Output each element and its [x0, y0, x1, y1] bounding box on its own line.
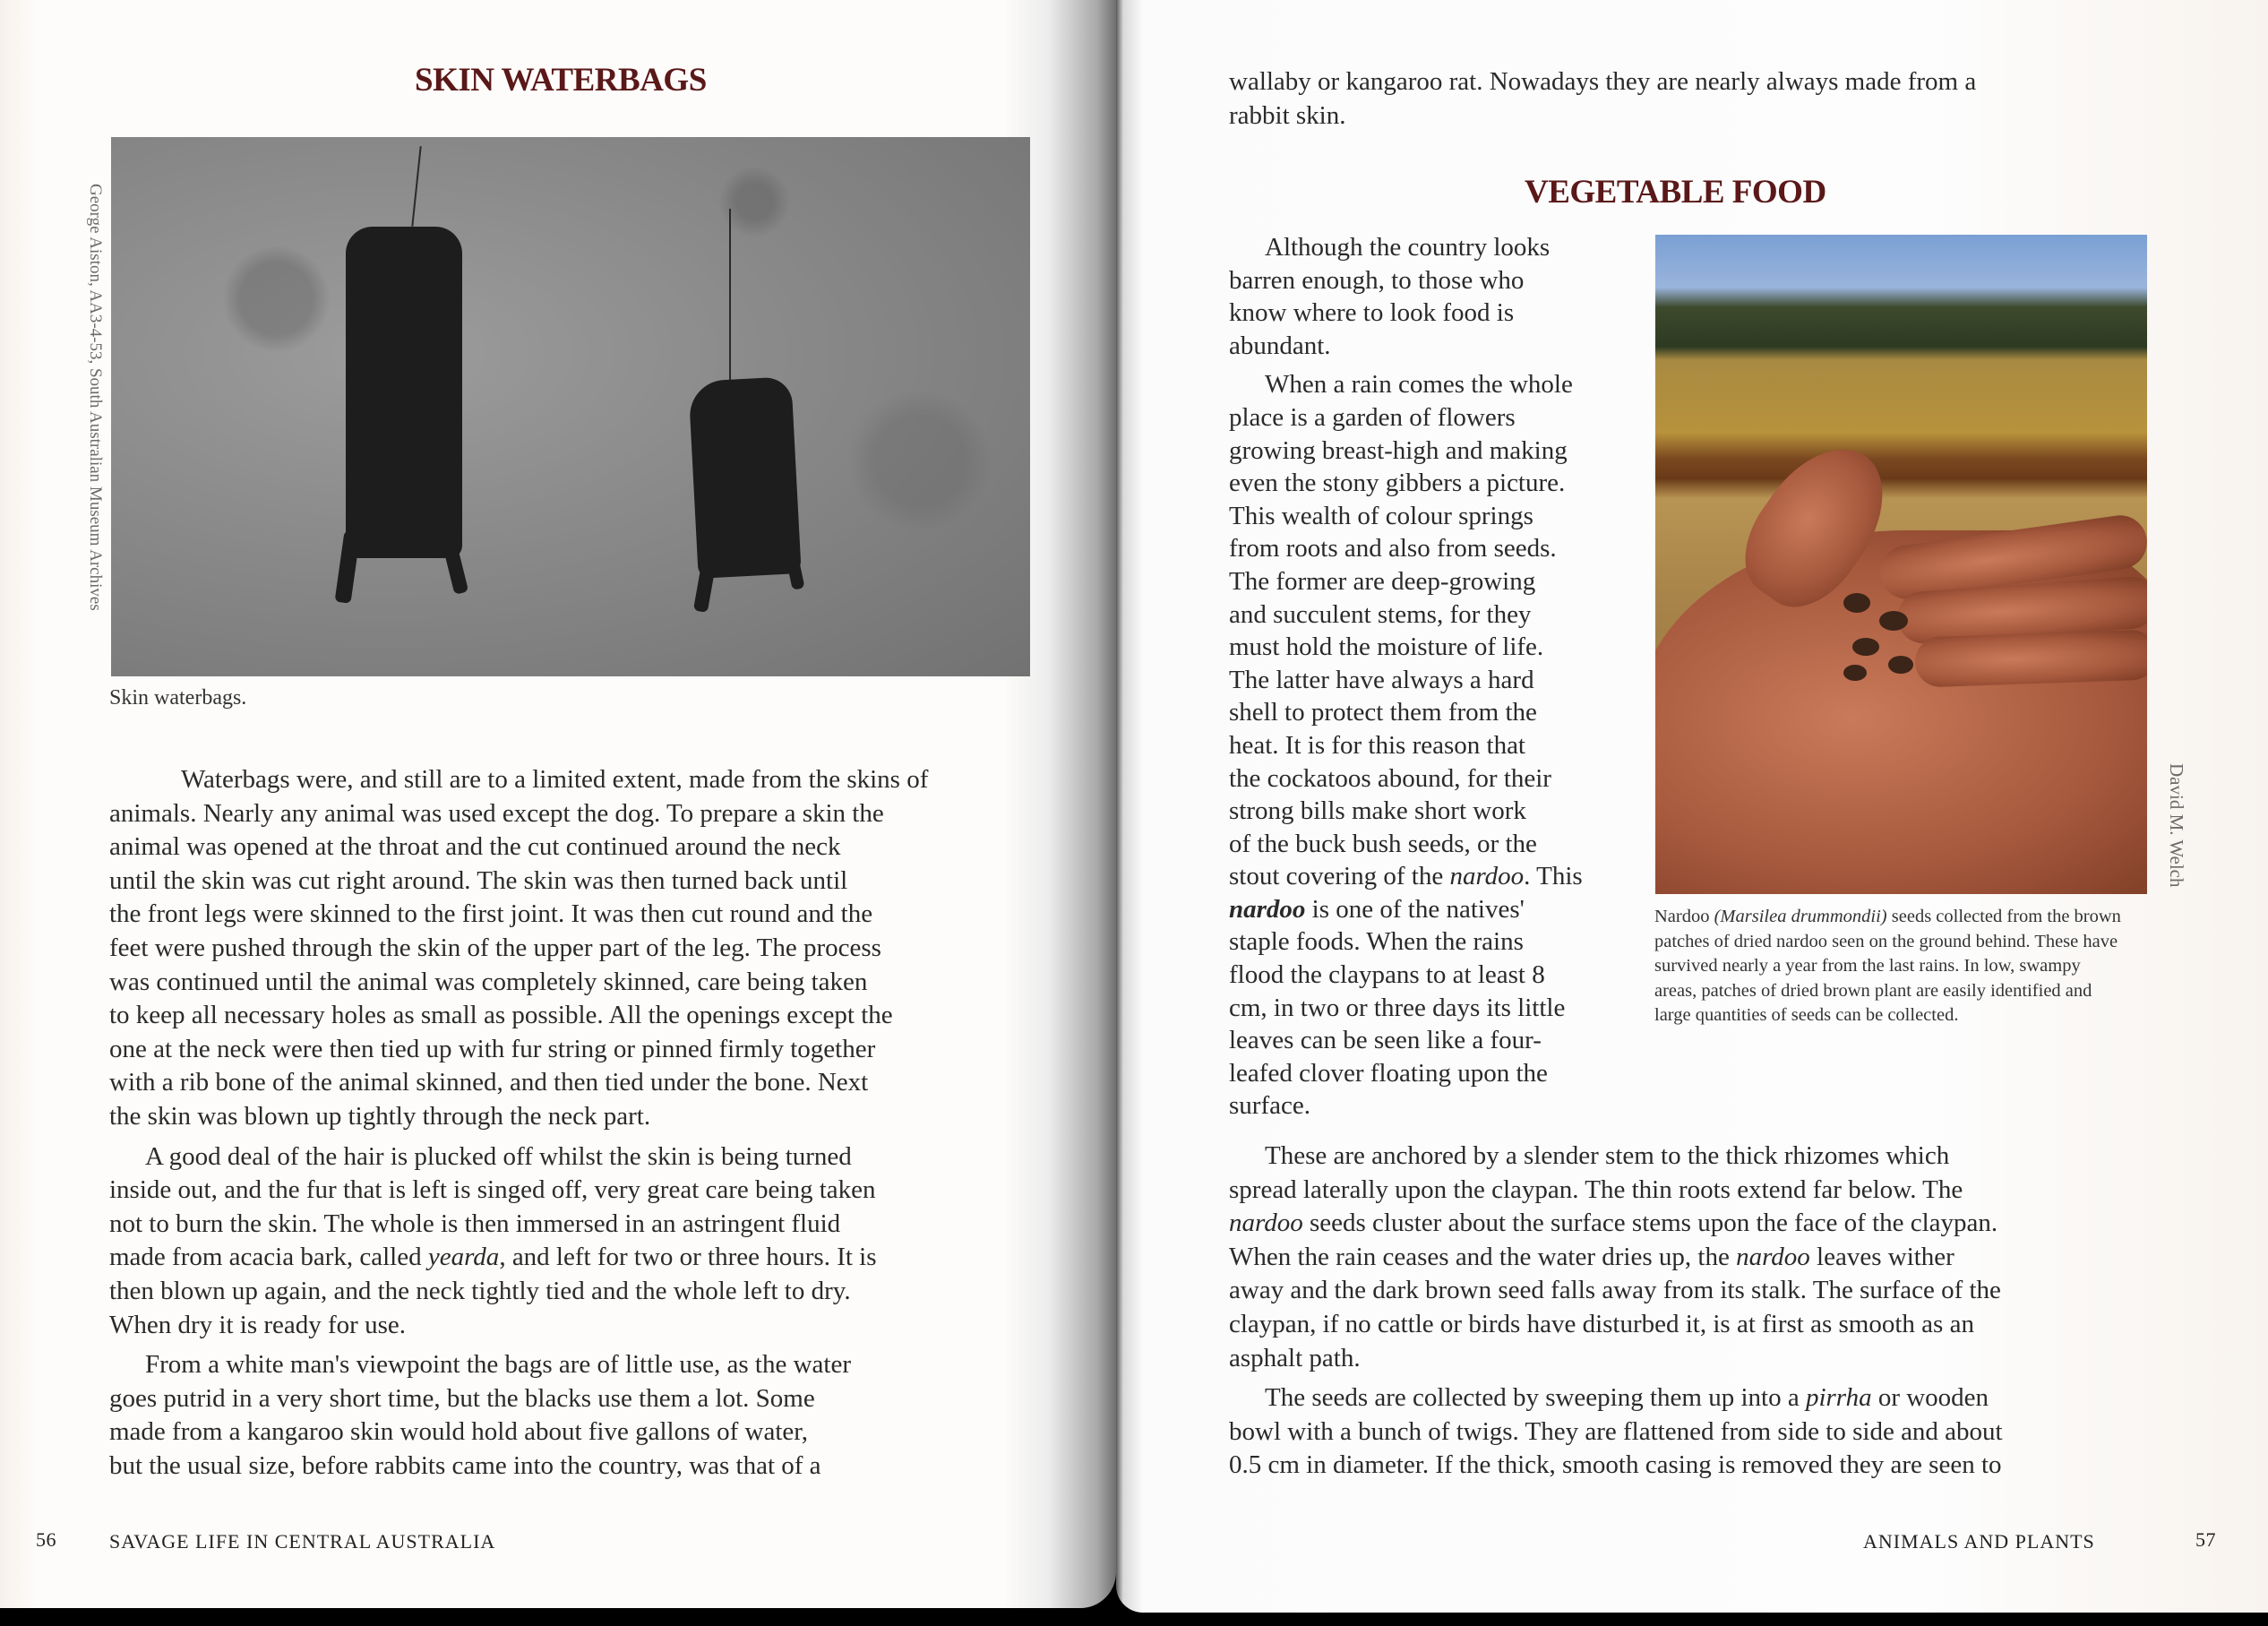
text-line: even the stony gibbers a picture. — [1229, 469, 1566, 498]
text-line — [109, 1241, 1032, 1275]
text-line: and succulent stems, for they — [1229, 599, 1532, 629]
nardoo-seed — [1843, 593, 1870, 613]
right-page — [1116, 0, 2268, 1613]
text-line: inside out, and the fur that is left is singed off, very great care being taken — [109, 1175, 876, 1205]
text-line: staple foods. When the rains — [1229, 927, 1524, 957]
running-title-right: ANIMALS AND PLANTS — [1863, 1530, 2095, 1553]
text-line: feet were pushed through the skin of the upper part of the leg. The process — [109, 933, 881, 962]
text-line: shell to protect them from the — [1229, 698, 1537, 727]
page-number-right: 57 — [2195, 1528, 2216, 1551]
text-run: stout covering of the — [1229, 862, 1450, 891]
text-line: barren enough, to those who — [1229, 265, 1525, 295]
text-line: heat. It is for this reason that — [1229, 730, 1525, 760]
text-line: place is a garden of flowers — [1229, 402, 1516, 432]
text-line: of the buck bush seeds, or the — [1229, 829, 1537, 858]
text-line: know where to look food is — [1229, 298, 1515, 328]
section-heading-vegetable-food: VEGETABLE FOOD — [1525, 174, 1826, 211]
skin-waterbags-photo — [111, 137, 1030, 676]
text-line — [1229, 893, 1650, 926]
text-line: the front legs were skinned to the first joint. It was then cut round and the — [109, 899, 873, 929]
text-line: Although the country looks — [1265, 233, 1551, 262]
text-run: made from acacia bark, called — [109, 1243, 428, 1272]
text-line: asphalt path. — [1229, 1343, 1361, 1372]
text-line: from roots and also from seeds. — [1229, 534, 1557, 564]
text-line: until the skin was cut right around. The skin was then turned back until — [109, 865, 848, 895]
photo-credit-aiston: George Aiston, AA3-4-53, South Australian Museum Archives — [86, 184, 105, 611]
text-line: The latter have always a hard — [1229, 665, 1534, 694]
text-line: abundant. — [1229, 331, 1331, 360]
text-line: leafed clover floating upon the — [1229, 1058, 1548, 1088]
paragraph — [109, 1348, 1032, 1483]
text-line: one at the neck were then tied up with fur string or pinned firmly together — [109, 1034, 876, 1063]
text-line: leaves can be seen like a four- — [1229, 1026, 1542, 1055]
term-nardoo: nardoo — [1736, 1242, 1810, 1271]
text-run: seeds cluster about the surface stems upon the face of the claypan. — [1302, 1209, 1998, 1238]
text-line: animal was opened at the throat and the cut continued around the neck — [109, 832, 841, 862]
text-line: rabbit skin. — [1229, 100, 1346, 130]
body-text-wide — [1229, 1140, 2223, 1483]
page-number-left: 56 — [36, 1528, 56, 1551]
text-line: These are anchored by a slender stem to the thick rhizomes which — [1265, 1141, 1950, 1170]
text-line: A good deal of the hair is plucked off whilst the skin is being turned — [145, 1141, 852, 1171]
body-text-left — [109, 763, 1032, 1483]
text-run: , and left for two or three hours. It is — [499, 1243, 877, 1272]
text-line: away and the dark brown seed falls away from its stalk. The surface of the — [1229, 1276, 2001, 1305]
text-line — [1229, 1207, 2223, 1241]
paragraph — [1229, 1140, 2223, 1375]
running-title-left: SAVAGE LIFE IN CENTRAL AUSTRALIA — [109, 1530, 496, 1553]
text-line: From a white man's viewpoint the bags are of little use, as the water — [145, 1350, 852, 1380]
text-run: The seeds are collected by sweeping them up into a — [1265, 1383, 1806, 1413]
text-run: is one of the natives' — [1305, 894, 1525, 924]
text-line — [1229, 1381, 2223, 1415]
photo-caption-nardoo — [1654, 905, 2125, 1028]
text-line: the cockatoos abound, for their — [1229, 763, 1551, 793]
text-line: to keep all necessary holes as small as possible. All the openings except the — [109, 1001, 893, 1030]
text-line: not to burn the skin. The whole is then immersed in an astringent fluid — [109, 1209, 841, 1238]
term-nardoo-bold: nardoo — [1229, 894, 1306, 924]
text-line: animals. Nearly any animal was used except the dog. To prepare a skin the — [109, 798, 884, 828]
nardoo-seeds-photo — [1655, 235, 2147, 894]
photo-caption-skin-waterbags: Skin waterbags. — [109, 686, 247, 710]
photo-credit-welch: David M. Welch — [2166, 763, 2187, 888]
text-line: flood the claypans to at least 8 — [1229, 960, 1545, 990]
text-line: spread laterally upon the claypan. The thin roots extend far below. The — [1229, 1174, 1963, 1204]
text-run: Nardoo — [1654, 907, 1714, 926]
text-line: This wealth of colour springs — [1229, 501, 1533, 530]
text-line — [1229, 860, 1650, 893]
text-line: growing breast-high and making — [1229, 435, 1568, 465]
text-line: claypan, if no cattle or birds have disturbed it, is at first as smooth as an — [1229, 1309, 1974, 1338]
paragraph — [1229, 1381, 2223, 1483]
text-line: wallaby or kangaroo rat. Nowadays they are nearly always made from a — [1229, 67, 1977, 96]
left-page — [0, 0, 1116, 1608]
text-line: was continued until the animal was completely skinned, care being taken — [109, 967, 868, 996]
text-run: seeds collected from the brown patches of dried nardoo seen on the ground behind. These have survived nearly a year from the last rains. In low, swampy areas, patches of dried brown plant are easily identified and large quantities of seeds can be collected. — [1654, 907, 2121, 1025]
species-name: (Marsilea drummondii) — [1714, 907, 1887, 926]
term-pirrha: pirrha — [1805, 1383, 1872, 1413]
text-line: strong bills make short work — [1229, 796, 1526, 826]
text-line: bowl with a bunch of twigs. They are flattened from side to side and about — [1229, 1416, 2003, 1446]
paragraph — [1229, 231, 1650, 362]
text-line: must hold the moisture of life. — [1229, 632, 1544, 662]
text-line — [1229, 1241, 2223, 1275]
term-yearda: yearda — [427, 1243, 500, 1272]
text-run: leaves wither — [1809, 1242, 1954, 1271]
text-line: surface. — [1229, 1091, 1310, 1121]
text-line: the skin was blown up tightly through the neck part. — [109, 1101, 651, 1131]
body-text-narrow — [1229, 231, 1650, 1123]
text-run: or wooden — [1871, 1383, 1989, 1413]
text-line: The former are deep-growing — [1229, 566, 1536, 596]
text-line: but the usual size, before rabbits came into the country, was that of a — [109, 1450, 821, 1480]
large-waterbag — [346, 227, 462, 558]
text-line: goes putrid in a very short time, but the blacks use them a lot. Some — [109, 1383, 815, 1413]
paragraph — [109, 1140, 1032, 1343]
text-line: Waterbags were, and still are to a limited extent, made from the skins of — [181, 765, 929, 794]
text-line: cm, in two or three days its little — [1229, 993, 1566, 1022]
paragraph — [109, 763, 1032, 1134]
term-nardoo: nardoo — [1449, 862, 1525, 891]
section-heading-skin-waterbags: SKIN WATERBAGS — [415, 62, 707, 99]
continuation-text — [1229, 65, 2214, 133]
text-line: then blown up again, and the neck tightly tied and the whole left to dry. — [109, 1276, 851, 1305]
text-line: When dry it is ready for use. — [109, 1310, 406, 1339]
text-run: . This — [1524, 862, 1583, 891]
text-line: made from a kangaroo skin would hold about five gallons of water, — [109, 1417, 809, 1447]
text-line: with a rib bone of the animal skinned, and then tied under the bone. Next — [109, 1068, 869, 1097]
text-line: 0.5 cm in diameter. If the thick, smooth casing is removed they are seen to — [1229, 1450, 2002, 1480]
paragraph — [1229, 368, 1650, 1123]
text-run: When the rain ceases and the water dries up, the — [1229, 1242, 1737, 1271]
text-line: When a rain comes the whole — [1265, 370, 1573, 400]
term-nardoo: nardoo — [1229, 1209, 1303, 1238]
